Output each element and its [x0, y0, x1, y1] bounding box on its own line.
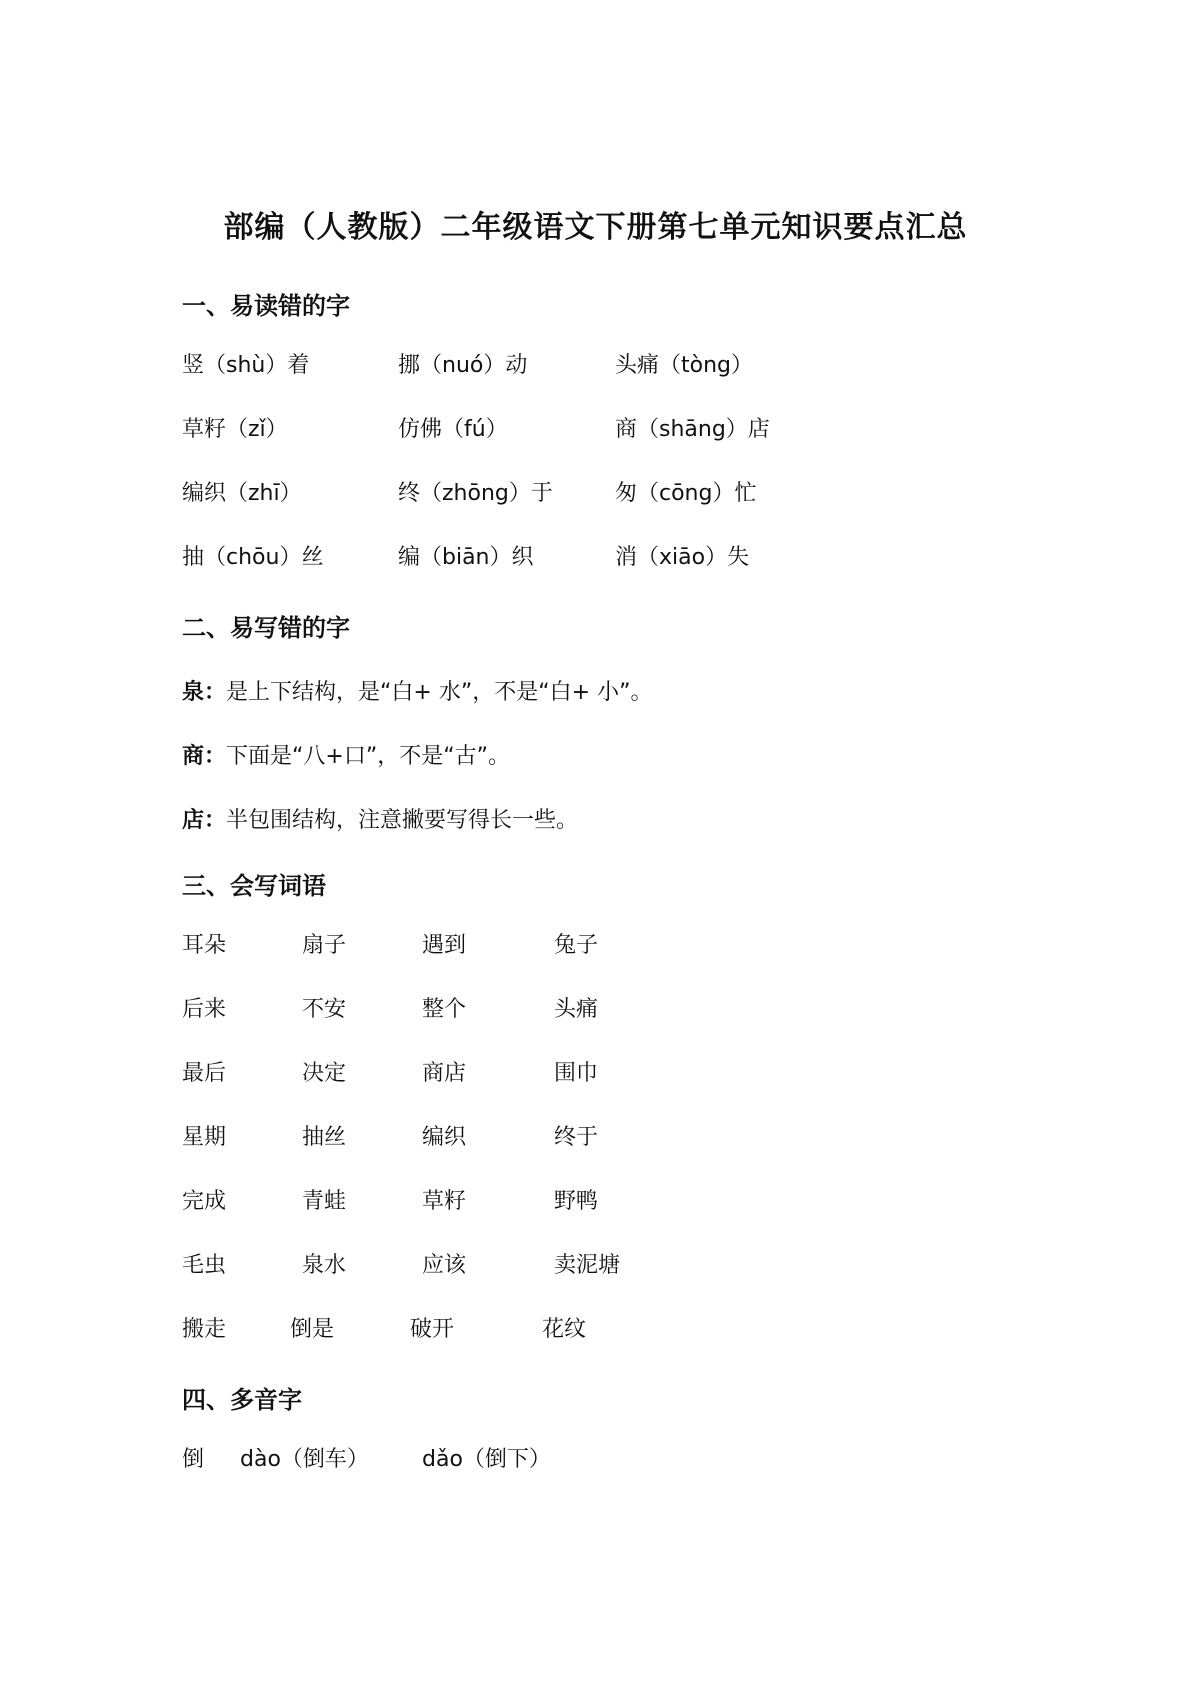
list-item: 整个 — [422, 997, 467, 1022]
list-item: 搬走 — [182, 1317, 227, 1342]
list-item: 遇到 — [422, 933, 467, 958]
character-note: 是上下结构，是“白+ 水”，不是“白+ 小”。 — [226, 680, 653, 705]
list-item: 卖泥塘 — [554, 1253, 621, 1278]
list-item: 编织（zhī） — [182, 481, 302, 506]
polyphonic-character: 倒 — [182, 1447, 205, 1472]
list-item: 竖（shù）着 — [182, 353, 310, 378]
list-item: 兔子 — [554, 933, 599, 958]
list-item: 挪（nuó）动 — [398, 353, 528, 378]
section-heading-easy-miswrite: 二、易写错的字 — [182, 614, 350, 642]
list-item: 抽（chōu）丝 — [182, 545, 324, 570]
list-item: 泉水 — [302, 1253, 347, 1278]
section-heading-polyphonic: 四、多音字 — [182, 1386, 302, 1414]
list-item: 编（biān）织 — [398, 545, 534, 570]
list-item: 最后 — [182, 1061, 227, 1086]
list-item: 青蛙 — [302, 1189, 347, 1214]
polyphonic-reading: dǎo（倒下） — [422, 1447, 551, 1472]
character-note: 半包围结构，注意撇要写得长一些。 — [226, 808, 579, 833]
list-item: 抽丝 — [302, 1125, 347, 1150]
list-item: 头痛（tòng） — [615, 353, 753, 378]
list-item: 围巾 — [554, 1061, 599, 1086]
list-item: 耳朵 — [182, 933, 227, 958]
section-heading-writable-words: 三、会写词语 — [182, 872, 326, 900]
list-item: 星期 — [182, 1125, 227, 1150]
list-item — [182, 675, 652, 706]
list-item: 不安 — [302, 997, 347, 1022]
list-item: 消（xiāo）失 — [615, 545, 750, 570]
list-item: 决定 — [302, 1061, 347, 1086]
list-item: 终于 — [554, 1125, 599, 1150]
list-item: 花纹 — [542, 1317, 587, 1342]
list-item: 头痛 — [554, 997, 599, 1022]
list-item: 应该 — [422, 1253, 467, 1278]
character-label: 泉： — [182, 680, 227, 705]
section-heading-easy-misread: 一、易读错的字 — [182, 292, 350, 320]
list-item: 倒是 — [290, 1317, 335, 1342]
list-item: 商（shāng）店 — [615, 417, 770, 442]
character-note: 下面是“八+口”，不是“古”。 — [226, 744, 511, 769]
list-item: 野鸭 — [554, 1189, 599, 1214]
list-item: 后来 — [182, 997, 227, 1022]
list-item — [182, 803, 578, 834]
list-item: 匆（cōng）忙 — [615, 481, 757, 506]
page-title: 部编（人教版）二年级语文下册第七单元知识要点汇总 — [223, 210, 968, 245]
polyphonic-reading: dào（倒车） — [240, 1447, 369, 1472]
list-item: 完成 — [182, 1189, 227, 1214]
list-item: 毛虫 — [182, 1253, 227, 1278]
list-item: 编织 — [422, 1125, 467, 1150]
list-item — [182, 739, 510, 770]
character-label: 商： — [182, 744, 227, 769]
list-item: 终（zhōng）于 — [398, 481, 553, 506]
list-item: 破开 — [410, 1317, 455, 1342]
list-item: 扇子 — [302, 933, 347, 958]
list-item: 草籽（zǐ） — [182, 417, 288, 442]
character-label: 店： — [182, 808, 227, 833]
list-item: 商店 — [422, 1061, 467, 1086]
list-item: 仿佛（fú） — [398, 417, 508, 442]
list-item: 草籽 — [422, 1189, 467, 1214]
